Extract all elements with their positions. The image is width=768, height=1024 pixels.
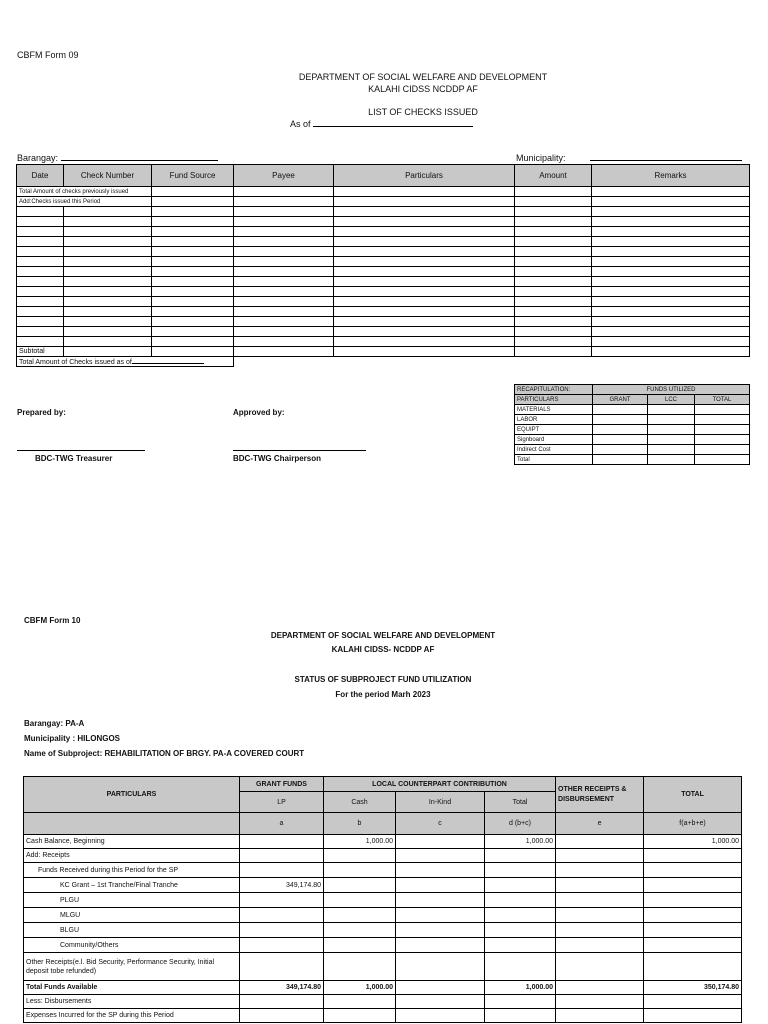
fu-cell-f xyxy=(644,878,742,893)
fu-cell-c xyxy=(396,893,485,908)
fund-utilization-table xyxy=(23,776,742,1023)
fu-cell-f xyxy=(644,893,742,908)
fu-cell-e xyxy=(556,908,644,923)
as-of-line xyxy=(313,118,473,127)
fu-cell-d: 1,000.00 xyxy=(485,835,556,849)
fu-cell-e xyxy=(556,953,644,981)
form10-municipality: Municipality : HILONGOS xyxy=(24,734,121,743)
form10-dept: DEPARTMENT OF SOCIAL WELFARE AND DEVELOPMENT xyxy=(270,631,496,640)
fu-cell-e xyxy=(556,878,644,893)
recap-table xyxy=(514,384,750,465)
fu-row-label: Other Receipts(e.l. Bid Security, Performance Security, Initial deposit tobe refunded) xyxy=(24,953,240,981)
municipality-field xyxy=(516,152,742,163)
fu-cell-d xyxy=(485,995,556,1009)
fu-row-label: BLGU xyxy=(24,923,240,938)
col-remarks: Remarks xyxy=(592,165,750,187)
fu-cell-c xyxy=(396,953,485,981)
row-total-asof-label: Total Amount of Checks issued as of xyxy=(19,359,132,366)
table-row xyxy=(24,878,742,893)
recap-total: TOTAL xyxy=(695,395,750,405)
fu-cell-b xyxy=(324,1009,396,1023)
fu-cell-b xyxy=(324,995,396,1009)
form10-program: KALAHI CIDSS- NCDDP AF xyxy=(331,645,435,654)
fu-row-label: Total Funds Available xyxy=(24,981,240,995)
table-row xyxy=(17,297,750,307)
recap-grant: GRANT xyxy=(593,395,648,405)
fu-cell-f xyxy=(644,908,742,923)
fu-row-label: Cash Balance, Beginning xyxy=(24,835,240,849)
fu-cell-a xyxy=(240,938,324,953)
fu-cell-b xyxy=(324,863,396,878)
form10-barangay: Barangay: PA-A xyxy=(24,719,85,728)
treasurer-label: BDC-TWG Treasurer xyxy=(35,454,113,463)
fu-cell-f xyxy=(644,923,742,938)
chairperson-label: BDC-TWG Chairperson xyxy=(233,454,321,463)
recap-funds-utilized: FUNDS UTILIZED xyxy=(593,385,750,395)
fu-cell-e xyxy=(556,863,644,878)
municipality-line xyxy=(590,152,742,161)
fu-cell-c xyxy=(396,908,485,923)
col-fund-source: Fund Source xyxy=(152,165,234,187)
table-row xyxy=(17,327,750,337)
table-row xyxy=(17,267,750,277)
table-row xyxy=(24,995,742,1009)
table-row xyxy=(17,187,750,197)
fu-cell-f xyxy=(644,1009,742,1023)
fu-cell-d xyxy=(485,908,556,923)
fu-cell-c xyxy=(396,835,485,849)
fu-cell-a: 349,174.80 xyxy=(240,878,324,893)
table-row xyxy=(24,835,742,849)
fu-cell-a: 349,174.80 xyxy=(240,981,324,995)
recap-lcc: LCC xyxy=(648,395,695,405)
fu-cell-d: 1,000.00 xyxy=(485,981,556,995)
total-asof-line xyxy=(132,357,204,364)
table-row xyxy=(17,317,750,327)
table-row xyxy=(24,981,742,995)
fu-cell-f xyxy=(644,995,742,1009)
fu-cell-b xyxy=(324,938,396,953)
fu-col-total: TOTAL xyxy=(644,777,742,813)
fu-col-f: f(a+b+e) xyxy=(644,813,742,835)
fu-cell-f xyxy=(644,849,742,863)
fu-cell-d xyxy=(485,863,556,878)
fu-cell-b xyxy=(324,878,396,893)
recap-row-label: Total xyxy=(515,455,593,465)
col-check-number: Check Number xyxy=(64,165,152,187)
fu-col-b: b xyxy=(324,813,396,835)
fu-col-e: e xyxy=(556,813,644,835)
fu-cell-f: 350,174.80 xyxy=(644,981,742,995)
fu-cell-b xyxy=(324,953,396,981)
form10-label: CBFM Form 10 xyxy=(24,616,81,625)
row-total-asof xyxy=(17,357,234,367)
table-row xyxy=(515,435,750,445)
fu-row-label: Community/Others xyxy=(24,938,240,953)
form09-dept: DEPARTMENT OF SOCIAL WELFARE AND DEVELOPMENT xyxy=(298,72,548,82)
fu-cell-e xyxy=(556,938,644,953)
fu-cell-d xyxy=(485,953,556,981)
barangay-line xyxy=(61,152,218,161)
table-row xyxy=(17,277,750,287)
recap-row-label: MATERIALS xyxy=(515,405,593,415)
table-row xyxy=(24,923,742,938)
recap-row-label: Signboard xyxy=(515,435,593,445)
fu-cell-d xyxy=(485,849,556,863)
table-row xyxy=(24,938,742,953)
recap-label: RECAPITULATION: xyxy=(515,385,593,395)
fu-col-lcc: LOCAL COUNTERPART CONTRIBUTION xyxy=(324,777,556,792)
fu-cell-c xyxy=(396,923,485,938)
table-row xyxy=(17,217,750,227)
fu-col-a: a xyxy=(240,813,324,835)
fu-cell-a xyxy=(240,835,324,849)
form09-program: KALAHI CIDSS NCDDP AF xyxy=(368,84,478,94)
table-row xyxy=(515,405,750,415)
table-row xyxy=(24,849,742,863)
fu-cell-a xyxy=(240,893,324,908)
table-row xyxy=(24,893,742,908)
form10-period: For the period Marh 2023 xyxy=(335,690,431,699)
form10-subproject: Name of Subproject: REHABILITATION OF BRGY. PA-A COVERED COURT xyxy=(24,749,305,758)
approved-by: Approved by: xyxy=(233,408,285,417)
form09-label: CBFM Form 09 xyxy=(17,50,79,60)
fu-cell-e xyxy=(556,923,644,938)
col-payee: Payee xyxy=(234,165,334,187)
fu-col-grant-funds: GRANT FUNDS xyxy=(240,777,324,792)
table-row xyxy=(515,455,750,465)
table-row xyxy=(17,287,750,297)
barangay-field xyxy=(17,152,218,163)
fu-row-label: PLGU xyxy=(24,893,240,908)
fu-cell-e xyxy=(556,849,644,863)
fu-row-label: KC Grant – 1st Tranche/Final Tranche xyxy=(24,878,240,893)
table-row xyxy=(17,307,750,317)
table-row xyxy=(17,337,750,347)
fu-col-lcc-total: Total xyxy=(485,792,556,813)
recap-row-label: EQUIPT xyxy=(515,425,593,435)
table-row xyxy=(17,257,750,267)
recap-header-row xyxy=(515,385,750,395)
fu-col-d: d (b+c) xyxy=(485,813,556,835)
fu-col-c: c xyxy=(396,813,485,835)
barangay-label: Barangay: xyxy=(17,153,59,163)
form10-title: STATUS OF SUBPROJECT FUND UTILIZATION xyxy=(294,675,472,684)
fu-cell-c xyxy=(396,995,485,1009)
fu-cell-a xyxy=(240,1009,324,1023)
fu-cell-a xyxy=(240,923,324,938)
checks-header-row xyxy=(17,165,750,187)
table-row xyxy=(24,1009,742,1023)
recap-particulars: PARTICULARS xyxy=(515,395,593,405)
fu-col-inkind: In-Kind xyxy=(396,792,485,813)
fu-cell-c xyxy=(396,938,485,953)
fu-cell-a xyxy=(240,953,324,981)
fu-row-label: MLGU xyxy=(24,908,240,923)
recap-row-label: LABOR xyxy=(515,415,593,425)
form09-as-of xyxy=(290,118,473,129)
row-add: Add:Checks issued this Period xyxy=(17,197,152,207)
fu-cell-b: 1,000.00 xyxy=(324,981,396,995)
municipality-label: Municipality: xyxy=(516,153,566,163)
fu-cell-b xyxy=(324,849,396,863)
recap-subheader-row xyxy=(515,395,750,405)
col-amount: Amount xyxy=(515,165,592,187)
fu-cell-f: 1,000.00 xyxy=(644,835,742,849)
fu-cell-d xyxy=(485,1009,556,1023)
chairperson-signature-line xyxy=(233,450,366,451)
fu-cell-b xyxy=(324,908,396,923)
fu-cell-a xyxy=(240,863,324,878)
fu-cell-e xyxy=(556,835,644,849)
table-row xyxy=(24,953,742,981)
table-row xyxy=(17,357,750,367)
fu-cell-d xyxy=(485,878,556,893)
fu-row-label: Add: Receipts xyxy=(24,849,240,863)
fu-row-label: Funds Received during this Period for the SP xyxy=(24,863,240,878)
col-date: Date xyxy=(17,165,64,187)
fu-cell-d xyxy=(485,938,556,953)
fu-cell-a xyxy=(240,995,324,1009)
fu-cell-f xyxy=(644,938,742,953)
prepared-by: Prepared by: xyxy=(17,408,66,417)
table-row xyxy=(17,237,750,247)
fu-col-particulars: PARTICULARS xyxy=(24,777,240,813)
fu-row-label: Expenses Incurred for the SP during this Period xyxy=(24,1009,240,1023)
fu-cell-c xyxy=(396,878,485,893)
table-row xyxy=(17,207,750,217)
fu-cell-e xyxy=(556,893,644,908)
fu-cell-b xyxy=(324,923,396,938)
fu-col-lp: LP xyxy=(240,792,324,813)
row-subtotal: Subtotal xyxy=(17,347,64,357)
fu-cell-a xyxy=(240,908,324,923)
fu-cell-f xyxy=(644,863,742,878)
fu-cell-c xyxy=(396,1009,485,1023)
treasurer-signature-line xyxy=(17,450,145,451)
row-total-prev: Total Amount of checks previously issued xyxy=(17,187,152,197)
fu-cell-f xyxy=(644,953,742,981)
fu-col-cash: Cash xyxy=(324,792,396,813)
form09-title: LIST OF CHECKS ISSUED xyxy=(368,107,478,117)
recap-row-label: Indirect Cost xyxy=(515,445,593,455)
fu-header-row-1 xyxy=(24,777,742,792)
fu-row-label: Less: Disbursements xyxy=(24,995,240,1009)
checks-table xyxy=(16,164,750,367)
fu-cell-b: 1,000.00 xyxy=(324,835,396,849)
fu-cell-e xyxy=(556,995,644,1009)
fu-cell-c xyxy=(396,863,485,878)
table-row xyxy=(515,425,750,435)
fu-cell-c xyxy=(396,849,485,863)
col-particulars: Particulars xyxy=(334,165,515,187)
table-row xyxy=(24,863,742,878)
table-row xyxy=(17,247,750,257)
table-row xyxy=(515,445,750,455)
fu-cell-b xyxy=(324,893,396,908)
table-row xyxy=(24,908,742,923)
fu-cell-e xyxy=(556,1009,644,1023)
fu-cell-d xyxy=(485,923,556,938)
fu-cell-d xyxy=(485,893,556,908)
table-row xyxy=(515,415,750,425)
fu-header-row-3 xyxy=(24,813,742,835)
as-of-label: As of xyxy=(290,119,311,129)
fu-cell-a xyxy=(240,849,324,863)
table-row xyxy=(17,197,750,207)
fu-cell-e xyxy=(556,981,644,995)
table-row xyxy=(17,227,750,237)
fu-cell-c xyxy=(396,981,485,995)
table-row xyxy=(17,347,750,357)
fu-col-other: OTHER RECEIPTS & DISBURSEMENT xyxy=(556,777,644,813)
